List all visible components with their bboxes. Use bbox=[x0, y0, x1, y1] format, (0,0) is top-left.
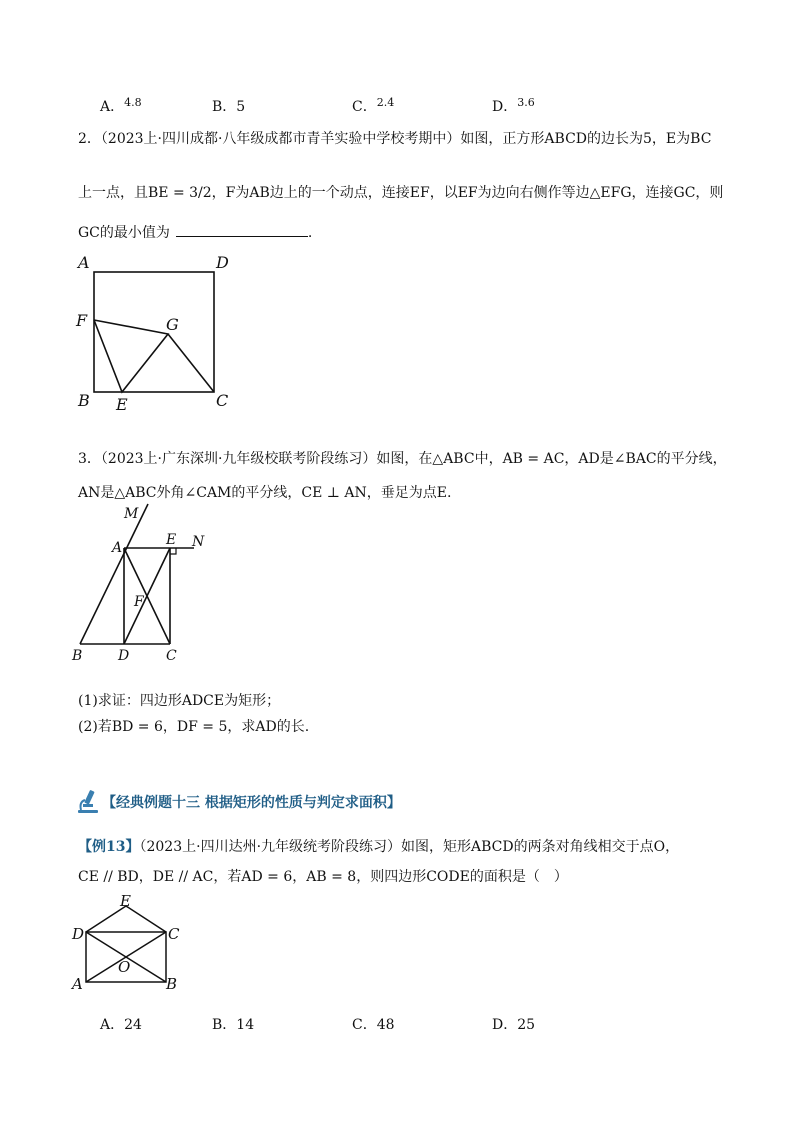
option-value: 48 bbox=[376, 1017, 395, 1033]
q2-period: . bbox=[307, 225, 313, 241]
label-e: E bbox=[166, 532, 177, 548]
q2-line1: 2．（2023上·四川成都·八年级成都市青羊实验中学校考期中）如图，正方形ABCD的边长为5，E为BC bbox=[78, 131, 712, 147]
example13-line1 bbox=[78, 836, 679, 856]
label-d: D bbox=[216, 253, 229, 272]
label-b: B bbox=[72, 648, 83, 664]
option-letter: A． bbox=[100, 99, 125, 115]
q1-option-b bbox=[212, 96, 245, 116]
option-letter: A． bbox=[100, 1017, 125, 1033]
option-value: 2.4 bbox=[376, 96, 395, 109]
example13-line2: CE // BD，DE // AC，若AD = 6，AB = 8，则四边形CODE的面积是（ ） bbox=[78, 869, 568, 885]
label-m: M bbox=[124, 506, 139, 522]
label-b: B bbox=[78, 391, 90, 410]
label-a: A bbox=[78, 253, 90, 272]
q1-option-a bbox=[100, 96, 142, 116]
option-value: 4.8 bbox=[124, 96, 142, 109]
label-d: D bbox=[118, 648, 130, 664]
q1-option-c bbox=[352, 96, 394, 116]
option-letter: B． bbox=[212, 99, 237, 115]
label-o: O bbox=[118, 958, 131, 976]
example13-option-d bbox=[492, 1014, 535, 1034]
example13-option-a bbox=[100, 1014, 142, 1034]
label-n: N bbox=[192, 534, 205, 550]
example13-figure bbox=[68, 892, 198, 996]
q3-line1: 3．（2023上·广东深圳·九年级校联考阶段练习）如图，在△ABC中，AB = AC，AD是∠BAC的平分线， bbox=[78, 451, 727, 467]
option-letter: C． bbox=[352, 99, 377, 115]
label-d: D bbox=[72, 925, 85, 943]
label-c: C bbox=[216, 391, 229, 410]
right-angle-mark bbox=[170, 548, 176, 554]
example13-option-c bbox=[352, 1014, 395, 1034]
option-value: 25 bbox=[517, 1017, 536, 1033]
q1-option-d bbox=[492, 96, 535, 116]
q2-figure bbox=[70, 250, 240, 418]
q2-line3 bbox=[78, 222, 312, 242]
example13-option-b bbox=[212, 1014, 254, 1034]
label-a: A bbox=[72, 975, 83, 993]
label-c: C bbox=[168, 925, 180, 943]
microscope-icon bbox=[74, 788, 102, 816]
example-label: 【例13】 bbox=[78, 839, 140, 855]
q2-question: GC的最小值为 bbox=[78, 225, 170, 241]
label-g: G bbox=[166, 315, 179, 334]
q3-part1: (1)求证：四边形ADCE为矩形； bbox=[78, 693, 281, 709]
q2-line2: 上一点，且BE = 3/2，F为AB边上的一个动点，连接EF，以EF为边向右侧作等边△EFG，连接GC，则 bbox=[78, 185, 724, 201]
triangle-efg bbox=[94, 320, 168, 392]
label-a: A bbox=[112, 540, 123, 556]
q3-figure bbox=[68, 500, 218, 668]
option-value: 14 bbox=[236, 1017, 255, 1033]
label-f: F bbox=[134, 594, 144, 610]
q3-line2: AN是△ABC外角∠CAM的平分线，CE ⊥ AN，垂足为点E. bbox=[78, 485, 452, 501]
label-f: F bbox=[76, 311, 88, 330]
option-value: 3.6 bbox=[517, 96, 535, 109]
answer-blank[interactable] bbox=[176, 224, 308, 237]
label-b: B bbox=[166, 975, 178, 993]
line-bm bbox=[80, 504, 148, 644]
label-e: E bbox=[120, 892, 131, 910]
option-letter: C． bbox=[352, 1017, 377, 1033]
section-title: 【经典例题十三 根据矩形的性质与判定求面积】 bbox=[102, 795, 401, 811]
option-letter: D． bbox=[492, 99, 518, 115]
option-letter: B． bbox=[212, 1017, 237, 1033]
example13-text: （2023上·四川达州·九年级统考阶段练习）如图，矩形ABCD的两条对角线相交于点O， bbox=[139, 839, 680, 855]
option-value: 5 bbox=[236, 99, 246, 115]
section-heading bbox=[74, 788, 401, 816]
label-c: C bbox=[166, 648, 177, 664]
q3-part2: (2)若BD = 6，DF = 5，求AD的长. bbox=[78, 719, 310, 735]
label-e: E bbox=[116, 395, 128, 414]
option-letter: D． bbox=[492, 1017, 518, 1033]
segment-gc bbox=[168, 334, 214, 392]
option-value: 24 bbox=[124, 1017, 142, 1033]
